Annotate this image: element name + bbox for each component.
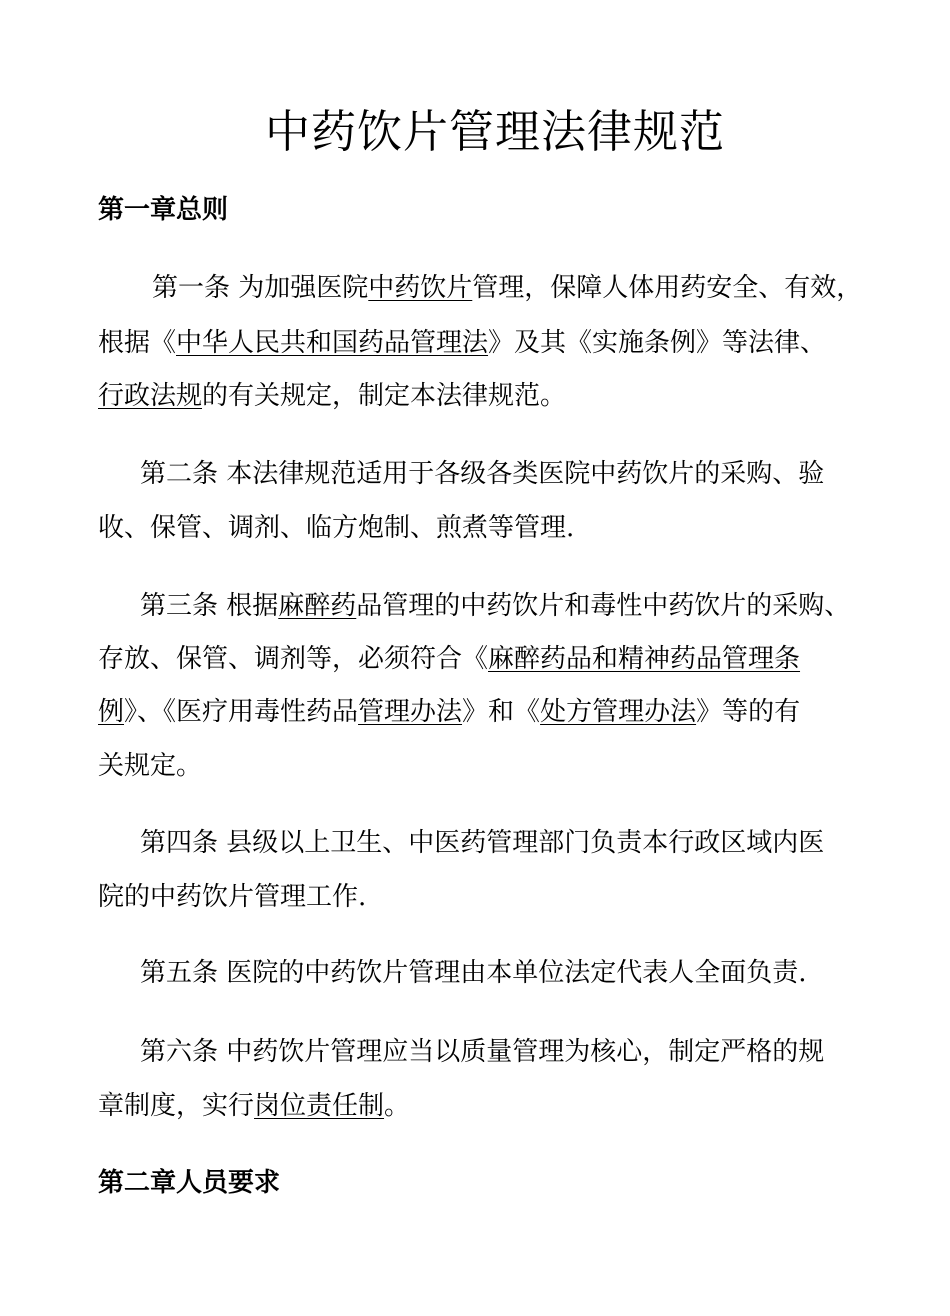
text: 》、《医疗用毒性药品 — [124, 697, 359, 727]
article-3-line-3 — [98, 696, 800, 728]
article-5-line-1: 第五条 医院的中药饮片管理由本单位法定代表人全面负责. — [140, 958, 807, 988]
article-1-line-1 — [152, 272, 862, 304]
link-prescription-measures[interactable]: 处方管理办法 — [540, 697, 697, 727]
article-1-line-3 — [98, 380, 566, 412]
article-4-line-2: 院的中药饮片管理工作. — [98, 882, 367, 912]
text: 》及其《实施条例》等法律、 — [488, 328, 827, 358]
chapter-heading-2: 第二章人员要求 — [98, 1168, 281, 1198]
text: 根据《 — [98, 328, 177, 358]
text: 品管理的中药饮片和毒性中药饮片的采购、 — [356, 591, 851, 621]
text: 章制度，实行 — [98, 1091, 255, 1121]
article-6-line-2 — [98, 1090, 410, 1122]
link-post-responsibility[interactable]: 岗位责任制 — [254, 1091, 385, 1121]
article-3-line-1 — [140, 590, 850, 622]
article-1-line-2 — [98, 327, 826, 359]
article-2-line-2: 收、保管、调剂、临方炮制、煎煮等管理. — [98, 513, 575, 543]
text: 第一条 为加强医院 — [152, 273, 369, 303]
text: 存放、保管、调剂等，必须符合《 — [98, 644, 489, 674]
article-6-line-1: 第六条 中药饮片管理应当以质量管理为核心，制定严格的规 — [140, 1037, 825, 1067]
text: 的有关规定，制定本法律规范。 — [202, 381, 567, 411]
article-3-line-2 — [98, 643, 800, 675]
article-2-line-1: 第二条 本法律规范适用于各级各类医院中药饮片的采购、验 — [140, 459, 825, 489]
text: 管理，保障人体用药安全、有效， — [472, 273, 863, 303]
document-title: 中药饮片管理法律规范 — [264, 105, 725, 158]
link-management-measures[interactable]: 管理办法 — [358, 697, 463, 727]
link-narcotic-regulation-cont[interactable]: 例 — [98, 697, 125, 727]
article-4-line-1: 第四条 县级以上卫生、中医药管理部门负责本行政区域内医 — [140, 828, 825, 858]
chapter-heading-1: 第一章总则 — [98, 195, 229, 225]
link-zhongyao-yinpian[interactable]: 中药饮片 — [368, 273, 473, 303]
article-3-line-4: 关规定。 — [98, 751, 203, 781]
text: 。 — [384, 1091, 411, 1121]
link-drug-admin-law[interactable]: 中华人民共和国药品管理法 — [176, 328, 489, 358]
text: 第三条 根据 — [140, 591, 279, 621]
link-narcotic-regulation[interactable]: 麻醉药品和精神药品管理条 — [488, 644, 801, 674]
link-narcotic-drugs[interactable]: 麻醉药 — [278, 591, 357, 621]
text: 》和《 — [462, 697, 541, 727]
link-administrative-regulations[interactable]: 行政法规 — [98, 381, 203, 411]
text: 》等的有 — [696, 697, 801, 727]
